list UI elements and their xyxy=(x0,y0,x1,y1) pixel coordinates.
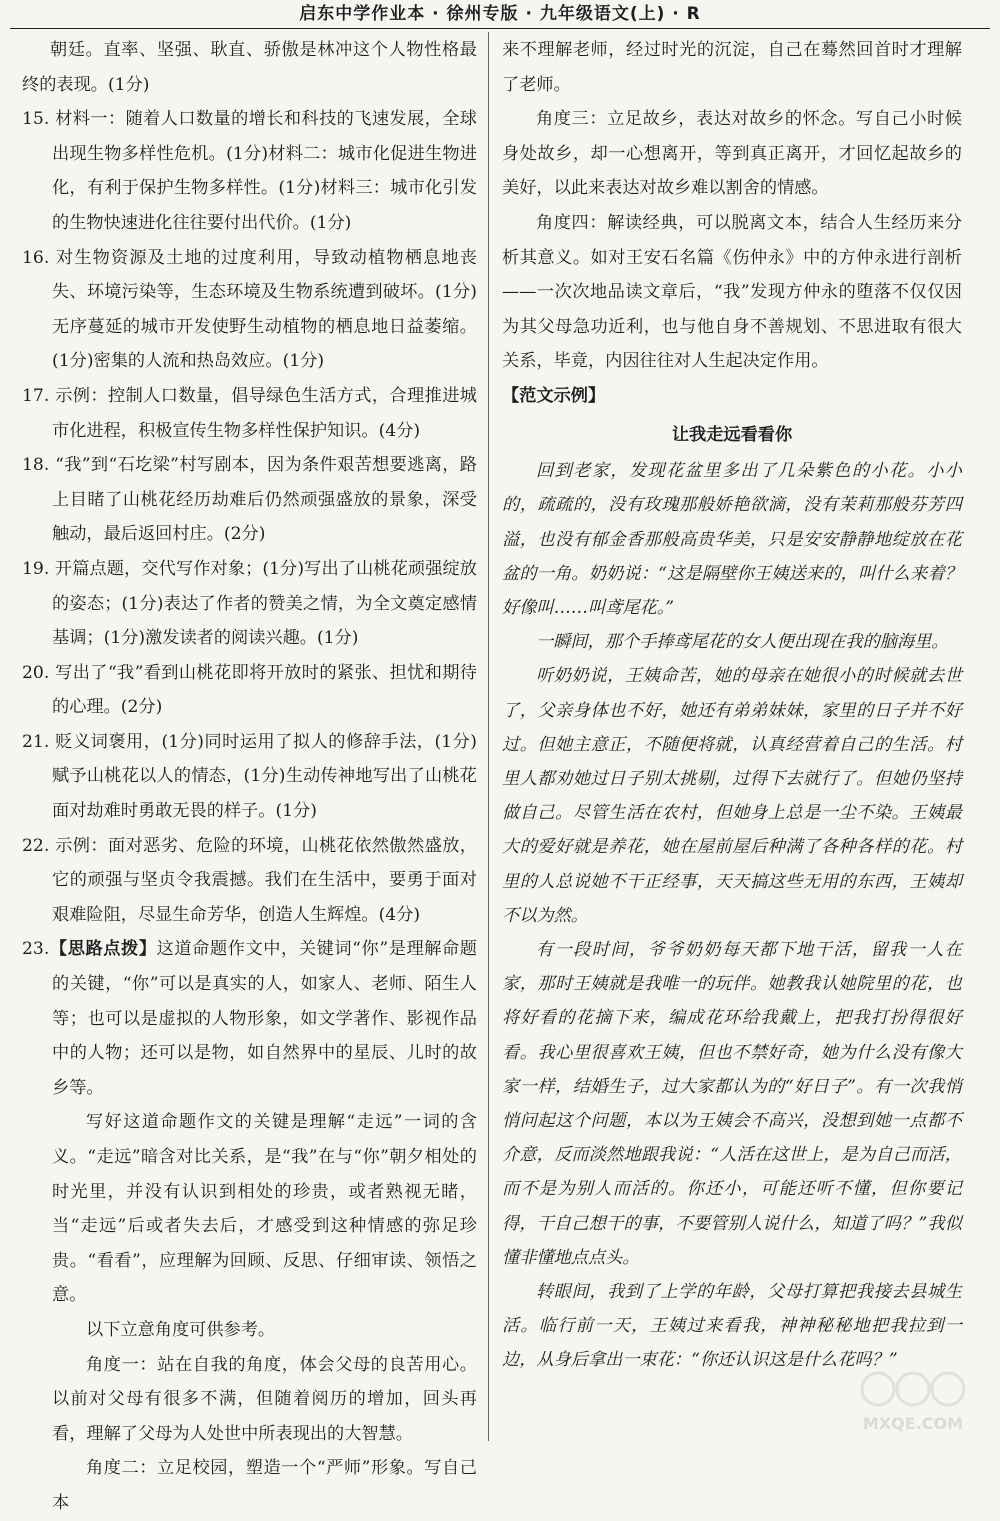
header-rule xyxy=(10,28,990,29)
angle-four: 角度四：解读经典，可以脱离文本，结合人生经历来分析其意义。如对王安石名篇《伤仲永》中的方仲永进行剖析——一次次地品读文章后，“我”发现方仲永的堕落不仅仅因为其父母急功近利，也与他自身不善规划、不思进取有很大关系，毕竟，内因往往对人生起决定作用。 xyxy=(502,212,962,372)
answer-23-number: 23. xyxy=(22,939,50,960)
answer-15: 15. 材料一：随着人口数量的增长和科技的飞速发展，全球出现生物多样性危机。(1分)材料二：城市化促进生物进化，有利于保护生物多样性。(1分)材料三：城市化引发的生物快速进化往往要付出代价。(1分) xyxy=(22,109,477,233)
essay-paragraph-2: 一瞬间，那个手捧鸢尾花的女人便出现在我的脑海里。 xyxy=(536,632,949,653)
essay-title: 让我走远看看你 xyxy=(671,424,793,445)
answer-17: 17. 示例：控制人口数量，倡导绿色生活方式，合理推进城市化进程，积极宣传生物多样性保护知识。(4分) xyxy=(22,385,477,441)
answer-14-continued: 朝廷。直率、坚强、耿直、骄傲是林冲这个人物性格最终的表现。(1分) xyxy=(22,40,477,95)
essay-paragraph-4: 有一段时间，爷爷奶奶每天都下地干活，留我一人在家，那时王姨就是我唯一的玩伴。她教我认她院里的花，也将好看的花摘下来，编成花环给我戴上，把我打扮得很好看。我心里很喜欢王姨，但也不禁好奇，她为什么没有像大家一样，结婚生子，过大家都认为的“好日子”。有一次我悄悄问起这个问题，本以为王姨会不高兴，没想到她一点都不介意，反而淡然地跟我说：“人活在这世上，是为自己而活，而不是为别人而活的。你还小，可能还听不懂，但你要记得，干自己想干的事，不要管别人说什么，知道了吗？”我似懂非懂地点点头。 xyxy=(502,939,962,1268)
answer-20: 20. 写出了“我”看到山桃花即将开放时的紧张、担忧和期待的心理。(2分) xyxy=(22,662,477,718)
angle-one: 角度一：站在自我的角度，体会父母的良苦用心。以前对父母有很多不满，但随着阅历的增加，回头再看，理解了父母为人处世中所表现出的大智慧。 xyxy=(52,1354,477,1444)
key-paragraph: 写好这道命题作文的关键是理解“走远”一词的含义。“走远”暗含对比关系，是“我”在与“你”朝夕相处的时光里，并没有认识到相处的珍贵，或者熟视无睹，当“走远”后或者失去后，才感受到这种情感的弥足珍贵。“看看”，应理解为回顾、反思、仔细审读、领悟之意。 xyxy=(52,1112,477,1306)
header-title: 启东中学作业本 · 徐州专版 · 九年级语文(上) · R xyxy=(299,4,701,24)
answer-23-text: 这道命题作文中，关键词“你”是理解命题的关键，“你”可以是真实的人，如家人、老师、陌生人等；也可以是虚拟的人物形象，如文学著作、影视作品中的人物；还可以是物，如自然界中的星辰、儿时的故乡等。 xyxy=(52,939,477,1098)
essay-paragraph-5: 转眼间，我到了上学的年龄，父母打算把我接去县城生活。临行前一天，王姨过来看我，神神秘秘地把我拉到一边，从身后拿出一束花：“你还认识这是什么花吗？” xyxy=(502,1282,962,1371)
angle-three: 角度三：立足故乡，表达对故乡的怀念。写自己小时候身处故乡，却一心想离开，等到真正离开，才回忆起故乡的美好，以此来表达对故乡难以割舍的情感。 xyxy=(502,109,962,199)
sample-essay-label: 【范文示例】 xyxy=(502,385,606,406)
watermark-logo xyxy=(838,1359,988,1439)
answer-23 xyxy=(22,932,477,1105)
essay-paragraph-3: 听奶奶说，王姨命苦，她的母亲在她很小的时候就去世了，父亲身体也不好，她还有弟弟妹妹，家里的日子并不好过。但她主意正，不随便将就，认真经营着自己的生活。村里人都劝她过日子别太挑剔，过得下去就行了。但她仍坚持做自己。尽管生活在农村，但她身上总是一尘不染。王姨最大的爱好就是养花，她在屋前屋后种满了各种各样的花。村里的人总说她不干正经事，天天搞这些无用的东西，王姨却不以为然。 xyxy=(502,666,962,926)
answer-16: 16. 对生物资源及土地的过度利用，导致动植物栖息地丧失、环境污染等，生态环境及生物系统遭到破坏。(1分)无序蔓延的城市开发使野生动植物的栖息地日益萎缩。(1分)密集的人流和热岛效应。(1分) xyxy=(22,247,477,372)
angle-two-continued: 来不理解老师，经过时光的沉淀，自己在蓦然回首时才理解了老师。 xyxy=(502,40,962,95)
answer-19: 19. 开篇点题，交代写作对象；(1分)写出了山桃花顽强绽放的姿态；(1分)表达了作者的赞美之情，为全文奠定感情基调；(1分)激发读者的阅读兴趣。(1分) xyxy=(22,558,477,649)
essay-paragraph-1: 回到老家，发现花盆里多出了几朵紫色的小花。小小的，疏疏的，没有玫瑰那般娇艳欲滴，没有茉莉那般芬芳四溢，也没有郁金香那般高贵华美，只是安安静静地绽放在花盆的一角。奶奶说：“这是隔壁你王姨送来的，叫什么来着？好像叫……叫鸢尾花。” xyxy=(502,461,962,618)
angle-two-start: 角度二：立足校园，塑造一个“严师”形象。写自己本 xyxy=(52,1458,477,1513)
answer-18: 18. “我”到“石圪梁”村写剧本，因为条件艰苦想要逃离，路上目睹了山桃花经历劫难后仍然顽强盛放的景象，深受触动，最后返回村庄。(2分) xyxy=(22,455,477,545)
column-divider xyxy=(488,32,489,1441)
right-column xyxy=(502,33,962,1378)
left-column xyxy=(22,33,477,1521)
svg-text:MXQE.COM: MXQE.COM xyxy=(862,1414,964,1433)
answer-21: 21. 贬义词褒用，(1分)同时运用了拟人的修辞手法，(1分)赋予山桃花以人的情态，(1分)生动传神地写出了山桃花面对劫难时勇敢无畏的样子。(1分) xyxy=(22,731,477,822)
page-header xyxy=(0,0,1000,30)
angles-intro: 以下立意角度可供参考。 xyxy=(86,1319,276,1340)
hint-label: 【思路点拨】 xyxy=(49,939,157,960)
answer-22: 22. 示例：面对恶劣、危险的环境，山桃花依然傲然盛放，它的顽强与坚贞令我震撼。我们在生活中，要勇于面对艰难险阻，尽显生命芳华，创造人生辉煌。(4分) xyxy=(22,835,477,925)
